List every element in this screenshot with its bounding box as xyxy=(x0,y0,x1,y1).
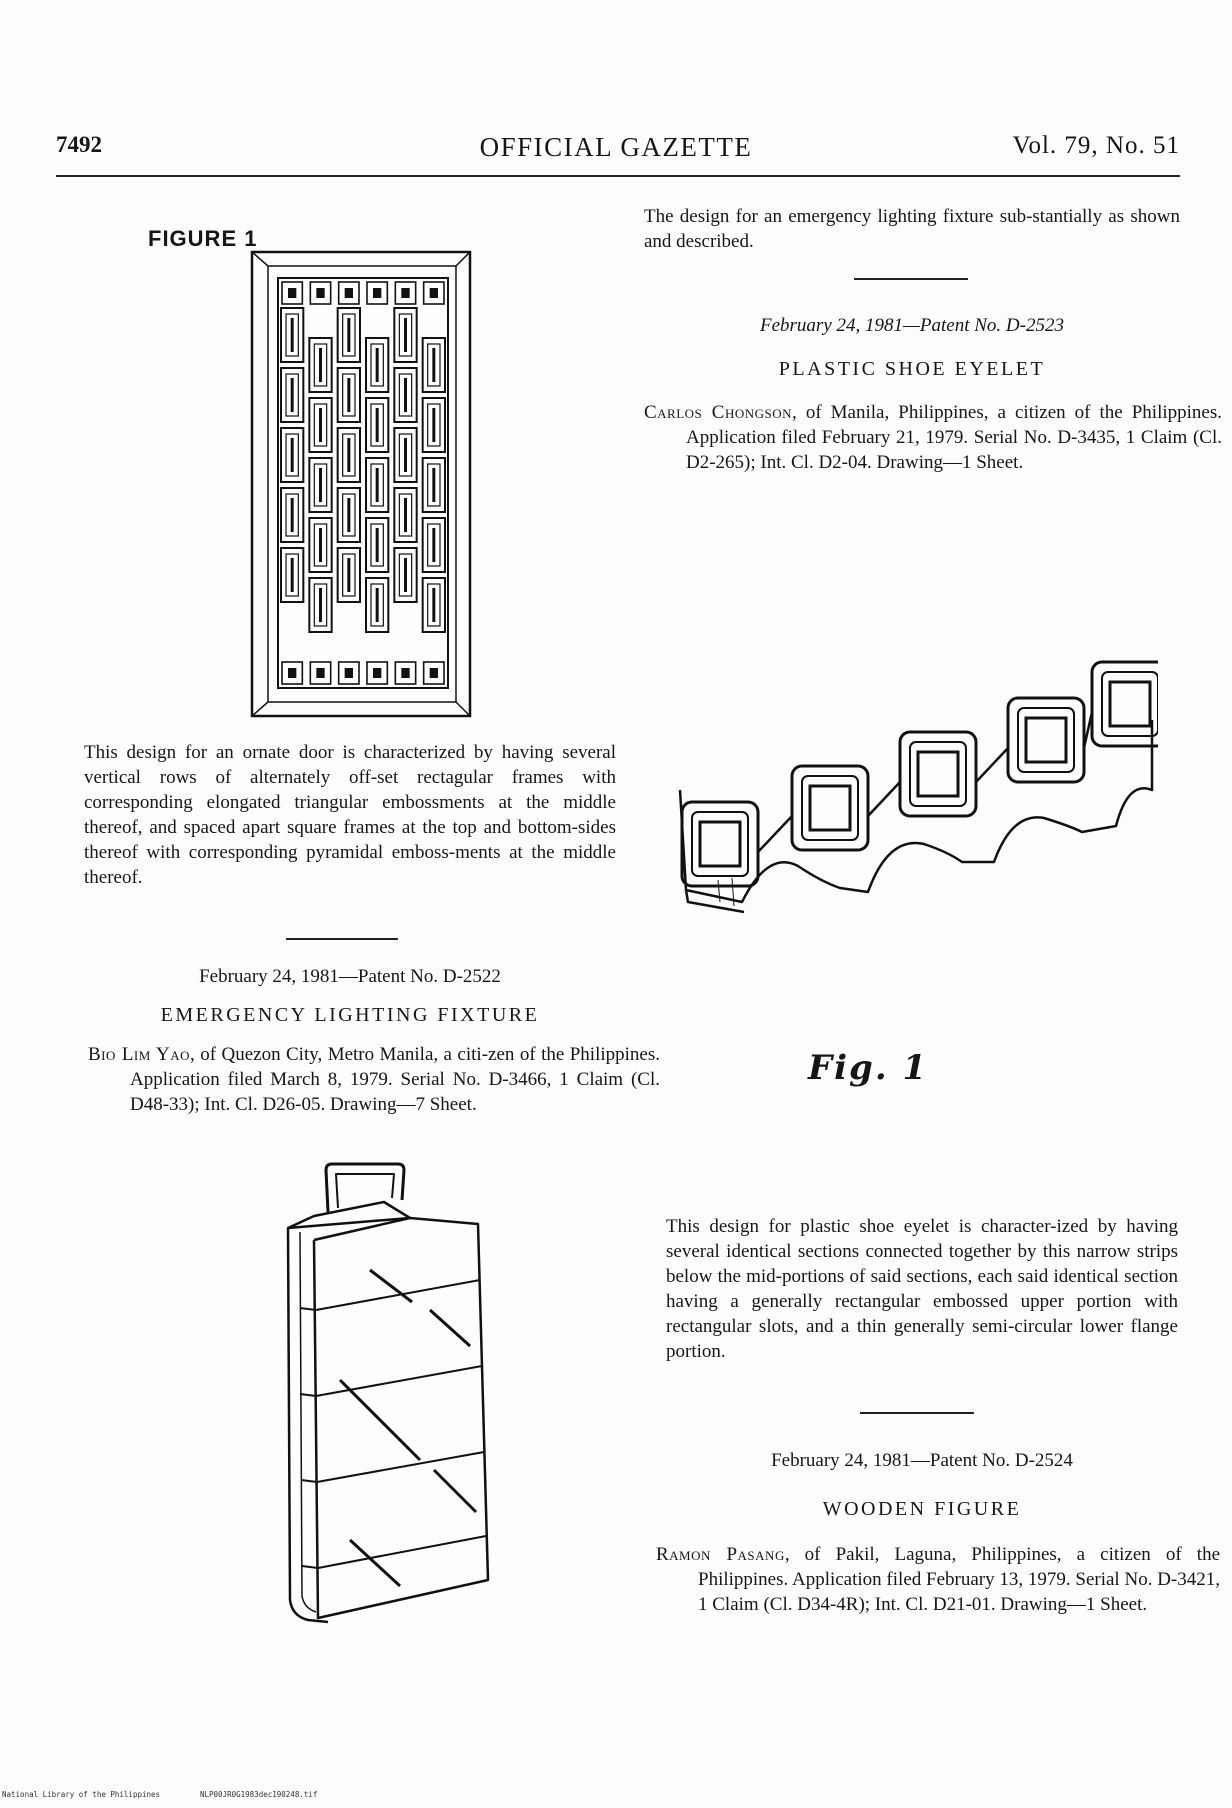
door-frame xyxy=(338,548,360,602)
door-panel-grid xyxy=(278,278,448,688)
door-frame xyxy=(366,458,388,512)
door-frame xyxy=(366,398,388,452)
door-frame xyxy=(309,518,331,572)
eyelet-section xyxy=(682,802,792,886)
eyelet-section xyxy=(792,766,900,850)
door-frame xyxy=(309,458,331,512)
gazette-title: OFFICIAL GAZETTE xyxy=(479,132,753,162)
door-frame xyxy=(309,338,331,392)
door-frame xyxy=(394,428,416,482)
door-frame xyxy=(366,518,388,572)
door-design-description: This design for an ornate door is characterized by having several vertical rows of alternately off-set rectagular frames with corresponding elongated triangular embossments at the middle thereof, and spaced apart square frames at the top and bottom-sides thereof with corresponding pyramidal emboss-ments at the middle thereof. xyxy=(84,742,616,888)
eyelet-section xyxy=(1092,662,1158,746)
door-frame xyxy=(423,458,445,512)
door-frame xyxy=(394,308,416,362)
patent-d2524-details xyxy=(656,1542,1220,1617)
door-frame xyxy=(281,548,303,602)
patent-d2522-date-line: February 24, 1981—Patent No. D-2522 xyxy=(199,966,501,987)
door-frame xyxy=(423,518,445,572)
footer-library-credit: National Library of the Philippines xyxy=(2,1790,161,1799)
door-frame xyxy=(394,368,416,422)
door-frame xyxy=(423,578,445,632)
door-frame xyxy=(338,368,360,422)
volume-issue: Vol. 79, No. 51 xyxy=(1012,132,1180,159)
emergency-lighting-fixture-drawing xyxy=(280,1160,520,1630)
eyelet-section-group xyxy=(682,662,1158,886)
patent-d2522-title: EMERGENCY LIGHTING FIXTURE xyxy=(160,1004,540,1026)
patent-d2524-title: WOODEN FIGURE xyxy=(822,1498,1022,1520)
patent-d2523-date-line: February 24, 1981—Patent No. D-2523 xyxy=(760,315,1064,336)
section-divider xyxy=(860,1412,974,1414)
door-frame xyxy=(338,488,360,542)
patent-d2524-info: , of Pakil, Laguna, Philippines, a citizen of the Philippines. Application filed February 13, 1979. Serial No. D-3421, 1 Claim (Cl. D34-4R); Int. Cl. D21-01. Drawing—1 Sheet. xyxy=(698,1544,1220,1615)
patent-d2523-details xyxy=(644,400,1222,475)
eyelet-figure-label: Fig. 1 xyxy=(808,1048,929,1088)
door-frame xyxy=(394,548,416,602)
patent-d2523-info: , of Manila, Philippines, a citizen of the Philippines. Application filed February 21, 1979. Serial No. D-3435, 1 Claim (Cl. D2-265); Int. Cl. D2-04. Drawing—1 Sheet. xyxy=(686,402,1222,473)
footer-file-id: NLP00JR0G1983dec190248.tif xyxy=(200,1790,318,1799)
inventor-name: Bio Lim Yao xyxy=(88,1044,191,1065)
eyelet-design-description: This design for plastic shoe eyelet is character-ized by having several identical sections connected together by this narrow strips below the mid-portions of said sections, each said identical section having a generally rectangular embossed upper portion with rectangular slots, and a thin generally semi-circular lower flange portion. xyxy=(666,1216,1178,1362)
eyelet-section xyxy=(900,732,1008,816)
door-frame xyxy=(281,488,303,542)
patent-d2523-title: PLASTIC SHOE EYELET xyxy=(778,358,1046,380)
section-divider xyxy=(286,938,398,940)
door-frame xyxy=(281,308,303,362)
door-frame xyxy=(423,338,445,392)
header-rule xyxy=(56,175,1180,177)
door-frame xyxy=(309,398,331,452)
ornate-door-drawing xyxy=(248,248,478,720)
eyelet-section xyxy=(1008,698,1092,782)
patent-d2522-info: , of Quezon City, Metro Manila, a citi-zen of the Philippines. Application filed March 8, 1979. Serial No. D-3466, 1 Claim (Cl. D48-33); Int. Cl. D26-05. Drawing—7 Sheet. xyxy=(130,1044,660,1115)
door-frame xyxy=(281,428,303,482)
door-frame xyxy=(338,428,360,482)
door-frame xyxy=(423,398,445,452)
inventor-name: Carlos Chongson xyxy=(644,402,793,423)
door-frame xyxy=(309,578,331,632)
patent-d2522-details xyxy=(88,1042,660,1117)
figure-1-label: FIGURE 1 xyxy=(148,226,258,251)
section-divider xyxy=(854,278,968,280)
door-frame xyxy=(394,488,416,542)
door-frame xyxy=(281,368,303,422)
patent-d2524-date-line: February 24, 1981—Patent No. D-2524 xyxy=(771,1450,1073,1471)
door-frame xyxy=(338,308,360,362)
lighting-fixture-claim: The design for an emergency lighting fixture sub-stantially as shown and described. xyxy=(644,206,1180,252)
door-frame xyxy=(366,338,388,392)
door-frame xyxy=(366,578,388,632)
plastic-shoe-eyelet-drawing xyxy=(672,640,1158,940)
page-number: 7492 xyxy=(56,132,102,157)
inventor-name: Ramon Pasang xyxy=(656,1544,785,1565)
